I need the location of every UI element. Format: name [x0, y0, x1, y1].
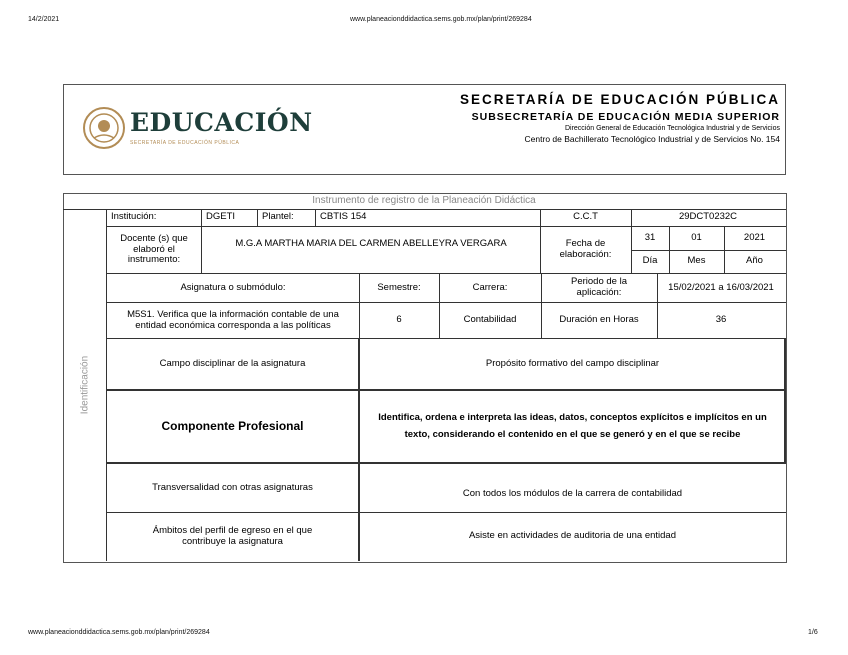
header-line-2: SUBSECRETARÍA DE EDUCACIÓN MEDIA SUPERIOR: [471, 111, 780, 123]
header-line-1: SECRETARÍA DE EDUCACIÓN PÚBLICA: [459, 92, 780, 107]
institucion-label: Institución:: [111, 211, 157, 223]
periodo-label: Periodo de la aplicación:: [571, 276, 627, 298]
campo-label: Campo disciplinar de la asignatura: [159, 357, 306, 369]
print-footer-url: www.planeacionddidactica.sems.gob.mx/plan/print/269284: [28, 629, 210, 636]
semestre-value: 6: [396, 314, 402, 326]
fecha-label: Fecha de elaboración:: [559, 238, 612, 260]
carrera-value: Contabilidad: [463, 314, 517, 326]
side-label: Identificación: [79, 355, 91, 415]
docente-value: M.G.A MARTHA MARIA DEL CARMEN ABELLEYRA VERGARA: [235, 237, 507, 249]
ambitos-label: Ámbitos del perfil de egreso en el que contribuye la asignatura: [152, 525, 313, 547]
dia-value: 31: [644, 232, 656, 244]
semestre-label: Semestre:: [377, 281, 421, 293]
logo: [82, 104, 313, 156]
proposito-value: Identifica, ordena e interpreta las ideas, datos, conceptos explícitos e implícitos en un texto, considerando el contenido en el que se generó y en el que se recibe: [378, 412, 767, 440]
seal-icon: [82, 104, 126, 152]
carrera-label: Carrera:: [472, 281, 508, 293]
proposito-label: Propósito formativo del campo disciplinar: [485, 357, 660, 369]
dia-label: Día: [642, 255, 658, 267]
componente-value: Componente Profesional: [161, 418, 304, 433]
logo-subtext: SECRETARÍA DE EDUCACIÓN PÚBLICA: [130, 140, 240, 146]
institucion-value: DGETI: [206, 211, 236, 223]
duracion-value: 36: [715, 314, 727, 326]
transversalidad-label: Transversalidad con otras asignaturas: [152, 481, 313, 493]
header-line-4: Centro de Bachillerato Tecnológico Industrial y de Servicios No. 154: [524, 134, 780, 144]
asignatura-label: Asignatura o submódulo:: [180, 281, 286, 293]
mes-value: 01: [691, 232, 702, 244]
ambitos-value: Asiste en actividades de auditoria de una entidad: [468, 529, 677, 541]
cct-value: 29DCT0232C: [678, 211, 738, 223]
transversalidad-value: Con todos los módulos de la carrera de contabilidad: [462, 487, 683, 499]
anio-label: Año: [746, 255, 763, 267]
header-line-3: Dirección General de Educación Tecnológica Industrial y de Servicios: [564, 125, 780, 132]
docente-label: Docente (s) que elaboró el instrumento:: [120, 232, 188, 266]
print-date: 14/2/2021: [28, 16, 60, 23]
plantel-value: CBTIS 154: [320, 211, 367, 223]
logo-text: EDUCACIÓN: [130, 108, 313, 137]
mes-label: Mes: [687, 255, 706, 267]
plantel-label: Plantel:: [262, 211, 294, 223]
print-title: www.planeacionddidactica.sems.gob.mx/plan/print/269284: [350, 16, 532, 23]
asignatura-value: M5S1. Verifica que la información contable de una entidad económica corresponda a las políticas: [127, 308, 339, 331]
duracion-label: Duración en Horas: [559, 314, 639, 326]
print-page-number: 1/6: [808, 629, 818, 636]
anio-value: 2021: [743, 232, 766, 244]
periodo-value: 15/02/2021 a 16/03/2021: [668, 281, 774, 293]
table-title: Instrumento de registro de la Planeación Didáctica: [312, 195, 536, 207]
cct-label: C.C.T: [573, 211, 598, 223]
